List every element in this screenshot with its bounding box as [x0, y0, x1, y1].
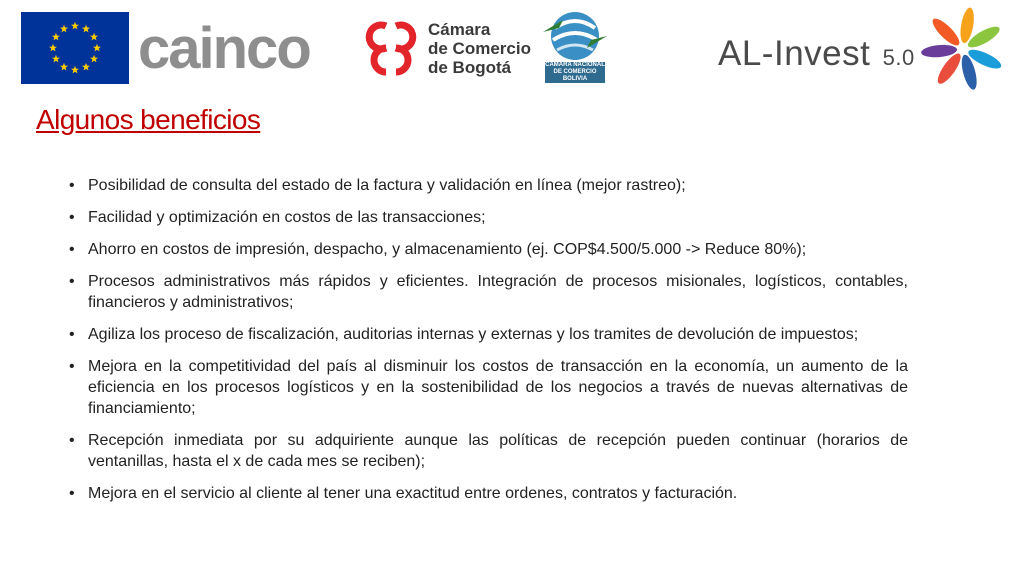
- list-item-text: Posibilidad de consulta del estado de la factura y validación en línea (mejor rastreo);: [88, 177, 686, 194]
- eu-flag-logo: [21, 12, 129, 84]
- list-item-text: Recepción inmediata por su adquiriente aunque las políticas de recepción pueden continuar (horarios de ventanillas, hasta el x de cada mes se reciben);: [88, 432, 908, 470]
- list-item-text: Facilidad y optimización en costos de las transacciones;: [88, 209, 486, 226]
- list-item: [66, 175, 908, 196]
- eu-stars-icon: [21, 12, 129, 84]
- list-item-text: Agiliza los proceso de fiscalización, auditorias internas y externas y los tramites de devolución de impuestos;: [88, 326, 859, 343]
- ccb-name-line: Cámara: [428, 20, 491, 39]
- list-item-text: Procesos administrativos más rápidos y eficientes. Integración de procesos misionales, logísticos, contables, financieros y administrativos;: [88, 273, 908, 311]
- al-invest-name: AL-Invest: [718, 34, 871, 73]
- eu-star-icon: [71, 22, 79, 30]
- bullet-icon: •: [69, 326, 75, 343]
- ccb-emblem-icon: [358, 18, 424, 78]
- eu-star-icon: [82, 25, 90, 33]
- camara-nacional-comercio-logo: [533, 6, 617, 88]
- list-item: [66, 207, 908, 228]
- eu-star-icon: [52, 55, 60, 63]
- cainco-wordmark: [138, 18, 348, 78]
- eu-star-icon: [82, 63, 90, 71]
- bullet-icon: •: [69, 432, 75, 449]
- svg-text:cainco: cainco: [138, 18, 310, 78]
- cnc-globe-icon: [533, 6, 617, 66]
- eu-star-icon: [60, 25, 68, 33]
- list-item: [66, 324, 908, 345]
- ccb-name-line: de Bogotá: [428, 58, 512, 77]
- camara-comercio-bogota-logo: [358, 18, 531, 80]
- eu-star-icon: [60, 63, 68, 71]
- list-item: [66, 356, 908, 419]
- bullet-icon: •: [69, 273, 75, 290]
- bullet-icon: •: [69, 177, 75, 194]
- eu-star-icon: [90, 55, 98, 63]
- slide-title: Algunos beneficios: [36, 104, 261, 135]
- cnc-name-line: CAMARA NACIONAL: [545, 62, 605, 68]
- eu-star-icon: [52, 33, 60, 41]
- bullet-icon: •: [69, 358, 75, 375]
- bullet-icon: •: [69, 209, 75, 226]
- eu-star-icon: [90, 33, 98, 41]
- list-item: [66, 271, 908, 313]
- list-item: [66, 430, 908, 472]
- bullet-icon: •: [69, 241, 75, 258]
- al-invest-star-icon: [918, 6, 1008, 92]
- logo-bar: [0, 0, 1024, 100]
- eu-star-icon: [71, 66, 79, 74]
- list-item-text: Mejora en el servicio al cliente al tener una exactitud entre ordenes, contratos y facturación.: [88, 485, 738, 502]
- cnc-name-line: BOLIVIA: [562, 76, 588, 82]
- list-item: [66, 239, 908, 260]
- cainco-logo: [138, 18, 348, 78]
- cnc-name: [545, 62, 605, 83]
- ccb-name: [428, 20, 531, 77]
- al-invest-version: 5.0: [882, 45, 915, 70]
- eu-star-icon: [49, 44, 57, 52]
- eu-star-icon: [93, 44, 101, 52]
- ccb-name-line: de Comercio: [428, 39, 531, 58]
- cnc-name-line: DE COMERCIO: [553, 69, 597, 75]
- benefits-list: [66, 175, 908, 515]
- list-item-text: Mejora en la competitividad del país al disminuir los costos de transacción en la economía, un aumento de la eficiencia en los procesos logísticos y en la sostenibilidad de los negocios a través de nuevas alternativas de financiamiento;: [88, 358, 908, 417]
- al-invest-logo: [718, 34, 915, 74]
- list-item-text: Ahorro en costos de impresión, despacho, y almacenamiento (ej. COP$4.500/5.000 -> Reduce 80%);: [88, 241, 807, 258]
- bullet-icon: •: [69, 485, 75, 502]
- list-item: [66, 483, 908, 504]
